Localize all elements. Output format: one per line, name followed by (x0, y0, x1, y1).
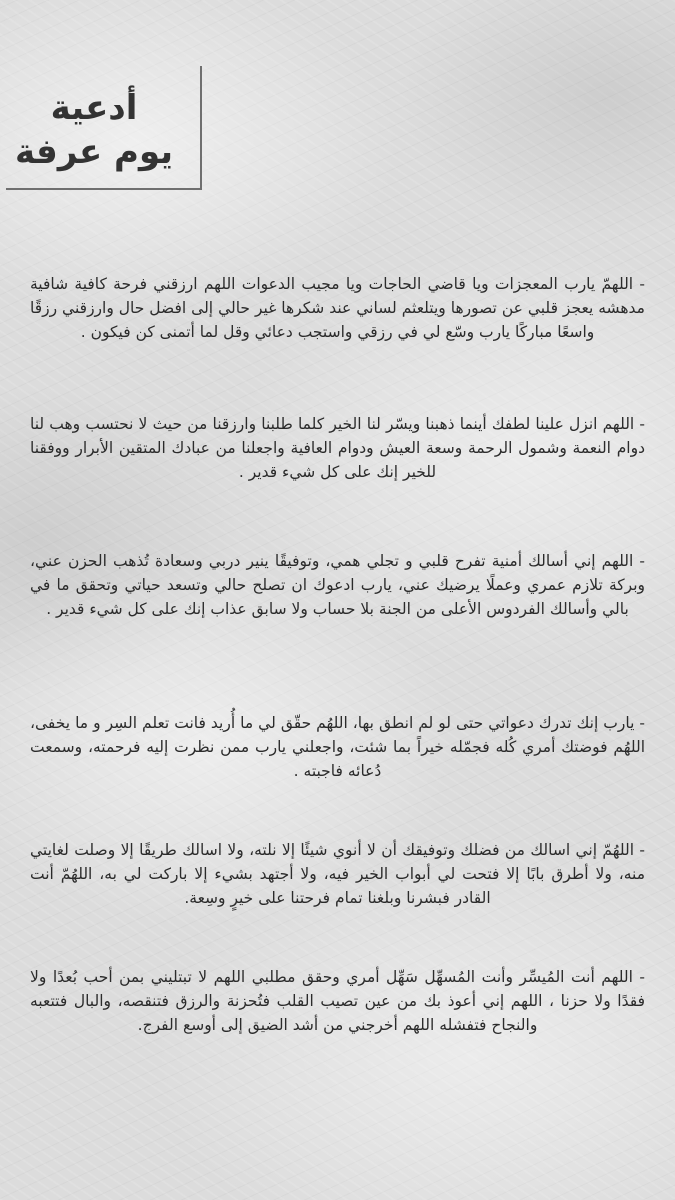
page-title-line-2: يوم عرفة (14, 132, 174, 172)
dua-paragraph-3: - اللهم إني أسالك أمنية تفرح قلبي و تجلي همي، وتوفيقًا ينير دربي وسعادة تُذهب الحزن عني، وبركة تلازم عمري وعملًا يرضيك عني، يارب ادعوك ان تصلح حالي وتسعد حياتي وتحقق ما في بالي وأسالك الفردوس الأعلى من الجنة بلا حساب ولا سابق عذاب إنك على كل شيء قدير . (30, 552, 645, 618)
dua-paragraph-6: - اللهم أنت المُيسِّر وأنت المُسهِّل سَهِّل أمري وحقق مطلبي اللهم لا تبتليني بمن أحب بُعدًا ولا فقدًا ولا حزنا ، اللهم إني أعوذ بك من عين تصيب القلب فتُحزنة والرزق فتنقصه، والبال فتتعبه والنجاح فتفشله اللهم أخرجني من أشد الضيق إلى أوسع الفرج. (30, 968, 645, 1034)
title-frame (6, 66, 202, 190)
page-title-line-1: أدعية (50, 88, 138, 128)
dua-paragraph-4: - يارب إنك تدرك دعواتي حتى لو لم انطق بها، اللهُم حقّق لي ما أُريد فانت تعلم السِر و ما يخفى، اللهُم فوضتك أمري كُله فجمّله خيراً بما شئت، واجعلني يارب ممن نظرت إليه فرحمته، وسمعت دُعائه فاجبته . (30, 714, 645, 780)
dua-paragraph-2: - اللهم انزل علينا لطفك أينما ذهبنا ويسّر لنا الخير كلما طلبنا وارزقنا من حيث لا نحتسب وهب لنا دوام النعمة وشمول الرحمة وسعة العيش ودوام العافية واجعلنا من عبادك المتقين الأبرار ووفقنا للخير إنك على كل شيء قدير . (30, 415, 645, 481)
dua-paragraph-1: - اللهمّ يارب المعجزات ويا قاضي الحاجات ويا مجيب الدعوات اللهم ارزقني فرحة كافية شافية مدهشه يعجز قلبي عن تصورها ويتلعثم لساني عند شكرها غير حالي إلى افضل حال وارزقني رزقًا واسعًا مباركًا يارب وسّع لي في رزقي واستجب دعائي وقل لما أتمنى كن فيكون . (30, 275, 645, 341)
dua-paragraph-5: - اللهُمّ إني اسالك من فضلك وتوفيقك أن لا أنوي شيئًا إلا نلته، ولا اسالك طريقًا إلا وصلت لغايتي منه، ولا أطرق بابًا إلا فتحت لي أبواب الخير فيه، ولا أجتهد بشيء إلا باركت لي به، اللهُمّ أنت القادر فبشرنا وبلغنا تمام فرحتنا على خيرٍ وسِعة. (30, 841, 645, 907)
